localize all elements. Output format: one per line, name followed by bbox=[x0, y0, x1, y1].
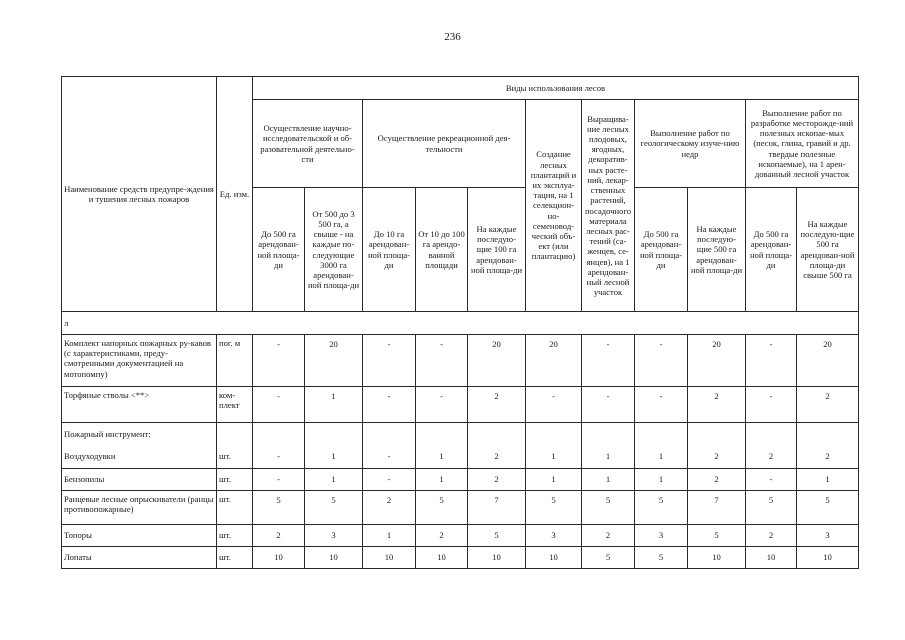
cell-value: 5 bbox=[582, 491, 635, 525]
cell-value: - bbox=[363, 445, 416, 469]
cell-value: 1 bbox=[305, 445, 363, 469]
cell-value: 10 bbox=[688, 547, 746, 569]
cell-value: 5 bbox=[305, 491, 363, 525]
cell-value: - bbox=[253, 387, 305, 423]
cell-value: 2 bbox=[468, 469, 526, 491]
row-unit: шт. bbox=[217, 445, 253, 469]
subheader-mining-2: На каждые последую-щие 500 га арендован-ной площа-ди свыше 500 га bbox=[797, 188, 859, 312]
subheader-science-2: От 500 до 3 500 га, а свыше - на каждые по-следующие 3000 га арендован-ной площа-ди bbox=[305, 188, 363, 312]
row-name: Ранцевые лесные опрыскиватели (ранцы противопожарные) bbox=[62, 491, 217, 525]
cell-value: - bbox=[582, 335, 635, 387]
cell-value: 10 bbox=[746, 547, 797, 569]
cell-value: - bbox=[253, 469, 305, 491]
cell-value: 1 bbox=[363, 525, 416, 547]
header-unit-column: Ед. изм. bbox=[217, 77, 253, 312]
cell-value: 10 bbox=[305, 547, 363, 569]
cell-value: 10 bbox=[468, 547, 526, 569]
cell-value: - bbox=[746, 469, 797, 491]
row-unit: шт. bbox=[217, 491, 253, 525]
cell-value: - bbox=[363, 335, 416, 387]
cell-value: 1 bbox=[582, 445, 635, 469]
cell-value: 10 bbox=[416, 547, 468, 569]
cell-value: 5 bbox=[746, 491, 797, 525]
cell-value: 5 bbox=[635, 491, 688, 525]
row-unit: шт. bbox=[217, 469, 253, 491]
cell-value: 7 bbox=[688, 491, 746, 525]
cell-value: 20 bbox=[526, 335, 582, 387]
header-growing: Выращива-ние лесных плодовых, ягодных, декоратив-ных расте-ний, лекар-ственных растений, посадочного материала лесных рас-тений (са-женцев, се-янцев), на 1 арендован-ный лесной участок bbox=[582, 100, 635, 312]
cell-value: 3 bbox=[526, 525, 582, 547]
cell-value: 2 bbox=[468, 387, 526, 423]
cell-value: 2 bbox=[468, 445, 526, 469]
row-name: Лопаты bbox=[62, 547, 217, 569]
row-name: Топоры bbox=[62, 525, 217, 547]
cell-value: - bbox=[582, 387, 635, 423]
header-science: Осуществление научно-исследовательской и об-разовательной деятельно-сти bbox=[253, 100, 363, 188]
row-unit: шт. bbox=[217, 547, 253, 569]
cell-value: 5 bbox=[688, 525, 746, 547]
cell-value: 1 bbox=[305, 387, 363, 423]
section-marker: л bbox=[62, 312, 859, 335]
subheading-fire-tools: Пожарный инструмент: bbox=[62, 423, 217, 445]
row-unit: пог. м bbox=[217, 335, 253, 387]
cell-value: 2 bbox=[582, 525, 635, 547]
table-row bbox=[62, 547, 859, 569]
cell-value: 3 bbox=[305, 525, 363, 547]
cell-value: - bbox=[416, 387, 468, 423]
cell-value: 1 bbox=[582, 469, 635, 491]
table-row bbox=[62, 469, 859, 491]
header-plantations: Создание лесных плантаций и их эксплуа-тация, на 1 селекцион-но-семеновод-ческий объ-ект (или плантацию) bbox=[526, 100, 582, 312]
table-row bbox=[62, 491, 859, 525]
row-name: Торфяные стволы <**> bbox=[62, 387, 217, 423]
row-name: Бензопилы bbox=[62, 469, 217, 491]
cell-value: 10 bbox=[526, 547, 582, 569]
header-recreation: Осуществление рекреационной дея-тельности bbox=[363, 100, 526, 188]
cell-value: 2 bbox=[416, 525, 468, 547]
cell-value: 3 bbox=[635, 525, 688, 547]
cell-value: - bbox=[746, 335, 797, 387]
subheader-mining-1: До 500 га арендован-ной площа-ди bbox=[746, 188, 797, 312]
cell-value: 20 bbox=[305, 335, 363, 387]
cell-value: - bbox=[526, 387, 582, 423]
subheader-geology-1: До 500 га арендован-ной площа-ди bbox=[635, 188, 688, 312]
row-unit: ком-плект bbox=[217, 387, 253, 423]
subheader-recreation-3: На каждые последую-щие 100 га арендован-ной площа-ди bbox=[468, 188, 526, 312]
cell-value: 20 bbox=[688, 335, 746, 387]
cell-value: 1 bbox=[416, 469, 468, 491]
cell-value: 10 bbox=[363, 547, 416, 569]
cell-value: 1 bbox=[416, 445, 468, 469]
table-row bbox=[62, 445, 859, 469]
page-number: 236 bbox=[444, 31, 461, 43]
cell-value: - bbox=[253, 445, 305, 469]
header-mining: Выполнение работ по разработке месторожде-ний полезных ископае-мых (песок, глина, гравий и др. твердые полезные ископаемые), на 1 арен-дованный лесной участок bbox=[746, 100, 859, 188]
cell-value: 2 bbox=[253, 525, 305, 547]
cell-value: 7 bbox=[468, 491, 526, 525]
cell-value: 1 bbox=[526, 469, 582, 491]
cell-value: 1 bbox=[635, 469, 688, 491]
fire-equipment-table bbox=[61, 76, 859, 569]
cell-value: - bbox=[363, 469, 416, 491]
cell-value: 5 bbox=[253, 491, 305, 525]
cell-value: 1 bbox=[305, 469, 363, 491]
cell-value: - bbox=[635, 387, 688, 423]
cell-value: 5 bbox=[526, 491, 582, 525]
header-name-column: Наименование средств предупре-ждения и тушения лесных пожаров bbox=[62, 77, 217, 312]
cell-value: - bbox=[363, 387, 416, 423]
cell-value: 5 bbox=[416, 491, 468, 525]
cell-value: 20 bbox=[797, 335, 859, 387]
cell-value: 2 bbox=[797, 387, 859, 423]
cell-value: 2 bbox=[688, 445, 746, 469]
cell-value: 2 bbox=[746, 445, 797, 469]
table-row bbox=[62, 387, 859, 423]
row-name: Комплект напорных пожарных ру-кавов (с характеристиками, преду-смотренными документацией на мотопомпу) bbox=[62, 335, 217, 387]
cell-value: 5 bbox=[635, 547, 688, 569]
row-name: Воздуходувки bbox=[62, 445, 217, 469]
cell-value: 20 bbox=[468, 335, 526, 387]
cell-value: 1 bbox=[797, 469, 859, 491]
table-row bbox=[62, 335, 859, 387]
cell-value: 1 bbox=[635, 445, 688, 469]
cell-value: - bbox=[746, 387, 797, 423]
subheader-recreation-2: От 10 до 100 га арендо-ванной площади bbox=[416, 188, 468, 312]
cell-value: 3 bbox=[797, 525, 859, 547]
cell-value: 1 bbox=[526, 445, 582, 469]
cell-value: 5 bbox=[797, 491, 859, 525]
cell-value: - bbox=[416, 335, 468, 387]
subheader-geology-2: На каждые последую-щие 500 га арендован-ной площа-ди bbox=[688, 188, 746, 312]
cell-value: 2 bbox=[688, 387, 746, 423]
cell-value: 2 bbox=[688, 469, 746, 491]
cell-value: 5 bbox=[468, 525, 526, 547]
cell-value: - bbox=[253, 335, 305, 387]
table-row bbox=[62, 525, 859, 547]
row-unit: шт. bbox=[217, 525, 253, 547]
cell-value: 2 bbox=[363, 491, 416, 525]
subheader-recreation-1: До 10 га арендован-ной площа-ди bbox=[363, 188, 416, 312]
header-geology: Выполнение работ по геологическому изуче-нию недр bbox=[635, 100, 746, 188]
subheader-science-1: До 500 га арендован-ной площа-ди bbox=[253, 188, 305, 312]
cell-value: 2 bbox=[797, 445, 859, 469]
cell-value: 5 bbox=[582, 547, 635, 569]
cell-value: - bbox=[635, 335, 688, 387]
cell-value: 2 bbox=[746, 525, 797, 547]
cell-value: 10 bbox=[797, 547, 859, 569]
cell-value: 10 bbox=[253, 547, 305, 569]
header-forest-use-types: Виды использования лесов bbox=[253, 77, 859, 100]
